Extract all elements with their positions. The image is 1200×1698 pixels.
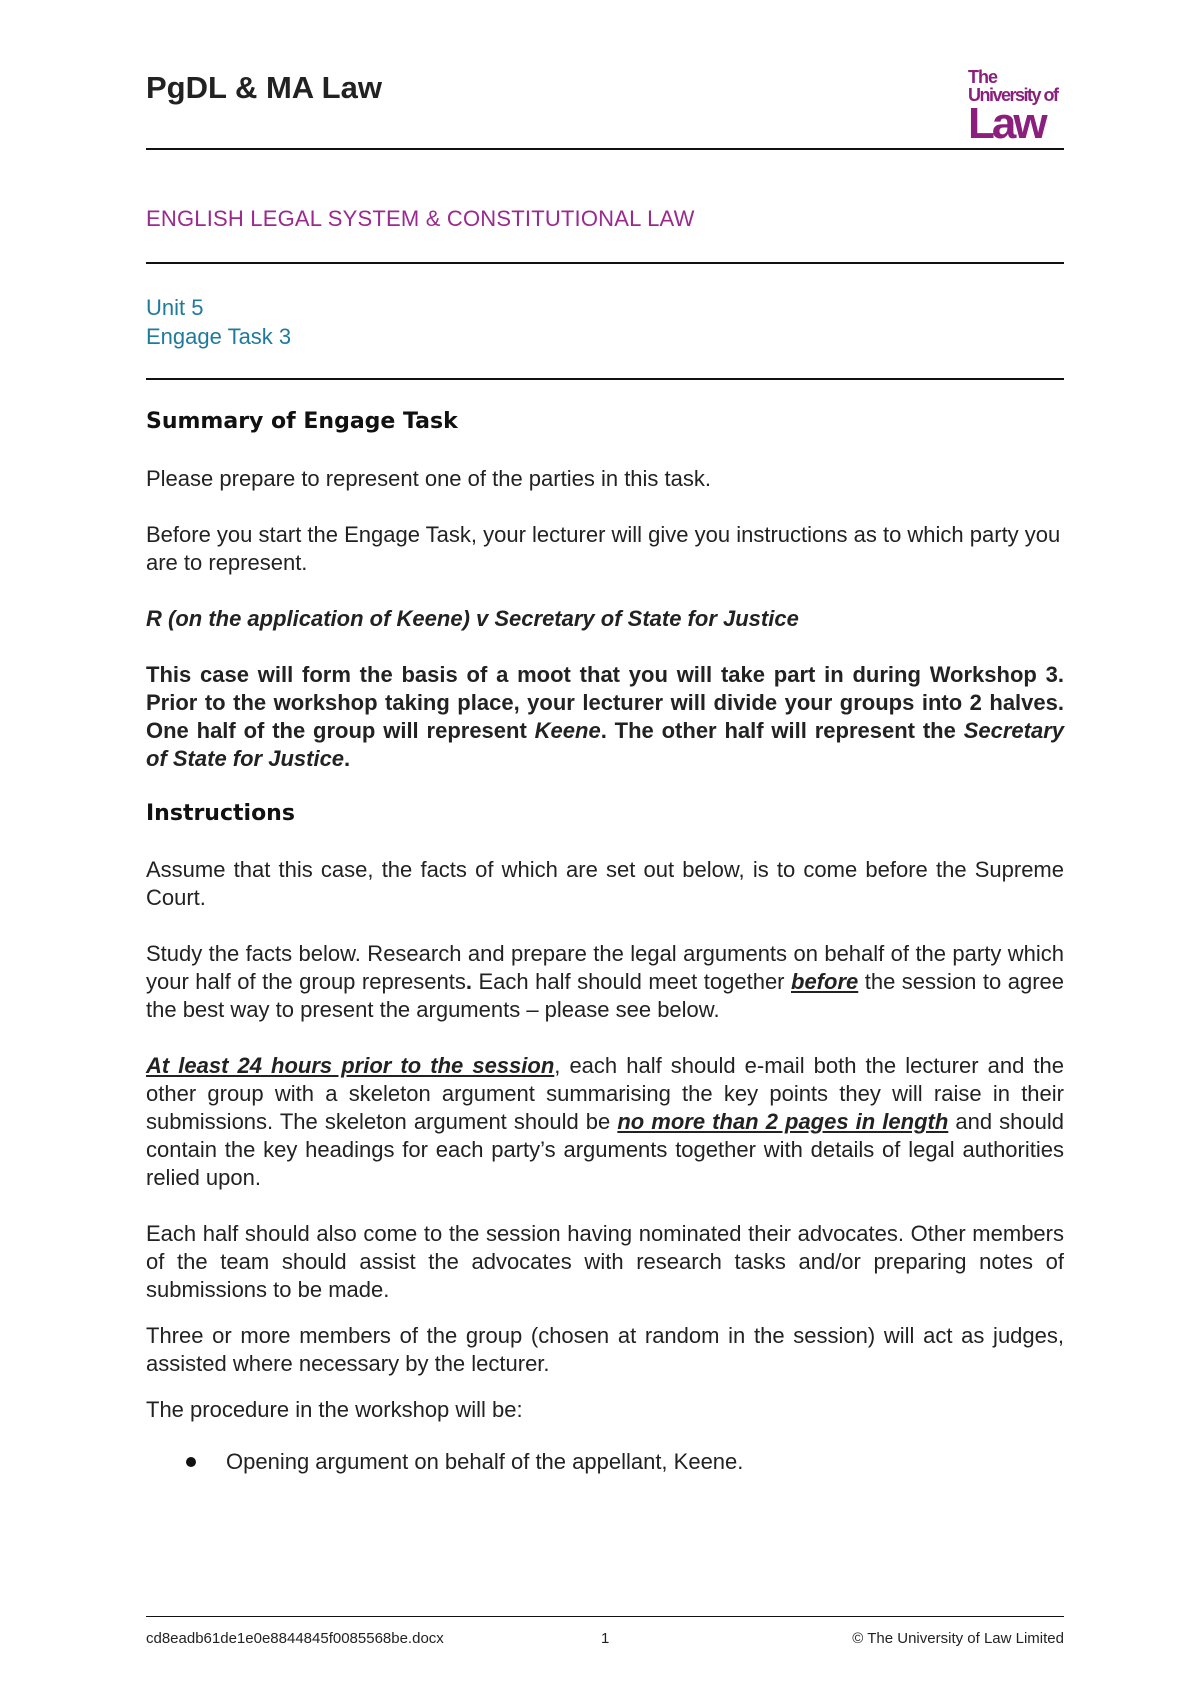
bullet-icon [186,1457,196,1467]
moot-party-secretary: Secretary of State for Justice [146,718,1064,771]
logo-line-law: Law [968,99,1045,148]
moot-party-keene: Keene [534,718,601,743]
instructions-p3-text-a: , each half should e-mail both the lecturer and the other group with a skeleton argument summarising the key points they will raise in their submissions. The skeleton argument should be [146,1053,1064,1134]
instructions-paragraph-4: Each half should also come to the session having nominated their advocates. Other members of the team should assist the advocates with research tasks and/or preparing notes of submissions to be made. [146,1221,1064,1302]
list-item-text: Opening argument on behalf of the appellant, Keene. [226,1449,744,1474]
instructions-paragraph-1: Assume that this case, the facts of which are set out below, is to come before the Supreme Court. [146,857,1064,910]
instructions-paragraph-3 [146,1052,1064,1192]
case-name: R (on the application of Keene) v Secretary of State for Justice [146,606,799,631]
footer-page-number: 1 [601,1630,610,1647]
unit-divider [146,378,1064,380]
summary-paragraph-1: Please prepare to represent one of the parties in this task. [146,466,711,491]
footer-copyright: © The University of Law Limited [852,1630,1064,1647]
instructions-paragraph-5: Three or more members of the group (chosen at random in the session) will act as judges, assisted where necessary by the lecturer. [146,1323,1064,1376]
instructions-paragraph-2 [146,940,1064,1024]
logo-line-the: The [968,67,998,87]
instructions-heading: Instructions [146,801,295,826]
document-header-title: PgDL & MA Law [146,70,382,105]
instructions-p2-before: before [791,969,859,994]
deadline-emphasis: At least 24 hours prior to the session [146,1053,555,1078]
instructions-p2-text-c: the session to agree the best way to present the arguments – please see below. [146,969,1064,1022]
engage-task-number: Engage Task 3 [146,324,292,349]
moot-text-a: This case will form the basis of a moot that you will take part in during Workshop 3. Prior to the workshop taking place, your lecturer will divide your groups into 2 halves. One half of the group will represent [146,662,1064,743]
list-item [146,1448,1064,1476]
course-title: ENGLISH LEGAL SYSTEM & CONSTITUTIONAL LAW [146,206,695,231]
summary-heading: Summary of Engage Task [146,409,458,434]
course-divider [146,262,1064,264]
logo-line-university: University of [968,85,1058,105]
header-divider [146,148,1064,150]
moot-text-end: . [344,746,351,771]
page-limit-emphasis: no more than 2 pages in length [617,1109,949,1134]
moot-text-b: . The other half will represent the [600,718,964,743]
instructions-p2-text-b: Each half should meet together [471,969,791,994]
summary-paragraph-2: Before you start the Engage Task, your lecturer will give you instructions as to which party you are to represent. [146,522,1061,575]
instructions-p3-text-b: and should contain the key headings for each party’s arguments together with details of legal authorities relied upon. [146,1109,1064,1190]
instructions-p2-dot: . [465,969,472,994]
moot-paragraph [146,661,1064,773]
footer-filename: cd8eadb61de1e0e8844845f0085568be.docx [146,1630,444,1647]
instructions-p2-text-a: Study the facts below. Research and prepare the legal arguments on behalf of the party which your half of the group represents [146,941,1064,994]
university-of-law-logo [968,67,1068,148]
unit-number: Unit 5 [146,295,204,320]
document-body [146,408,1064,1476]
footer-divider [146,1616,1064,1617]
document-page [146,0,1064,1698]
instructions-paragraph-6: The procedure in the workshop will be: [146,1397,523,1422]
unit-block [146,293,291,351]
